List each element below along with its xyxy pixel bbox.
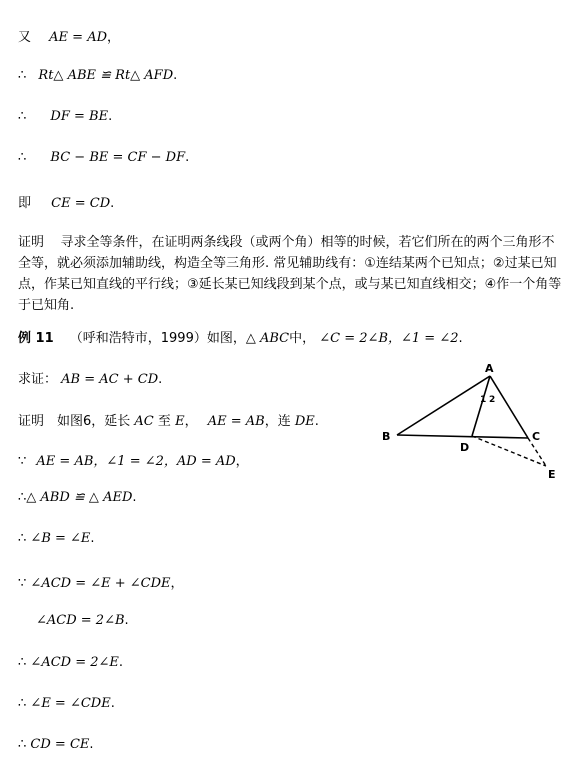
line-3-prefix: ∴ bbox=[18, 109, 27, 124]
label-a: A bbox=[485, 362, 494, 375]
proof-e: E bbox=[175, 414, 185, 429]
step-4-expr: ∠ACD = ∠E + ∠CDE bbox=[30, 576, 171, 591]
step-4-prefix: ∵ bbox=[18, 576, 27, 591]
line-1 bbox=[18, 26, 120, 45]
example-end: . bbox=[458, 331, 463, 346]
proof-step-8 bbox=[18, 737, 94, 752]
label-angle-2: 2 bbox=[489, 395, 496, 405]
label-d: D bbox=[460, 441, 470, 454]
label-b: B bbox=[382, 430, 391, 443]
to-prove-suffix: . bbox=[158, 372, 163, 387]
example-condition: ∠C = 2∠B，∠1 = ∠2 bbox=[319, 331, 459, 346]
label-c: C bbox=[532, 430, 541, 443]
example-mid: 中， bbox=[289, 331, 316, 346]
step-6-prefix: ∴ bbox=[18, 655, 27, 670]
to-prove-label: 求证： bbox=[18, 372, 58, 387]
step-7-prefix: ∴ bbox=[18, 696, 27, 711]
step-6-suffix: . bbox=[118, 655, 124, 670]
proof-step-7 bbox=[18, 696, 115, 711]
line-5-suffix: . bbox=[110, 196, 115, 211]
proof-to: 至 bbox=[157, 414, 171, 429]
step-2-suffix: . bbox=[132, 490, 137, 505]
step-2-prefix: ∴ bbox=[18, 490, 27, 505]
line-4-expr: BC − BE = CF − DF bbox=[50, 150, 186, 165]
proof-lian: ，连 bbox=[264, 414, 291, 429]
step-8-expr: CD = CE bbox=[30, 737, 90, 752]
line-1-expr: AE = AD bbox=[49, 30, 108, 45]
line-2-suffix: . bbox=[173, 68, 178, 83]
example-heading bbox=[18, 327, 463, 346]
line-4-suffix: . bbox=[185, 150, 190, 165]
to-prove bbox=[18, 368, 162, 387]
line-4 bbox=[18, 150, 189, 165]
geometry-figure bbox=[370, 360, 570, 490]
method-note-label: 证明 bbox=[18, 235, 45, 250]
line-1-prefix: 又 bbox=[18, 30, 32, 45]
proof-step-4 bbox=[18, 572, 184, 591]
line-5-prefix: 即 bbox=[18, 196, 32, 211]
proof-dot: . bbox=[314, 414, 319, 429]
label-e: E bbox=[548, 468, 556, 481]
line-5-expr: CE = CD bbox=[51, 196, 111, 211]
step-1-expr: AE = AB，∠1 = ∠2，AD = AD bbox=[36, 454, 236, 469]
step-5-expr: ∠ACD = 2∠B bbox=[36, 613, 125, 628]
to-prove-expr: AB = AC + CD bbox=[61, 372, 159, 387]
line-3-suffix: . bbox=[108, 109, 113, 124]
line-1-suffix: ， bbox=[107, 30, 121, 45]
example-source: （呼和浩特市，1999）如图， bbox=[69, 331, 246, 346]
example-triangle: △ ABC bbox=[245, 331, 290, 346]
line-3-expr: DF = BE bbox=[50, 109, 109, 124]
proof-intro bbox=[18, 410, 319, 429]
proof-step-3 bbox=[18, 531, 95, 546]
label-angle-1: 1 bbox=[480, 395, 487, 405]
line-4-prefix: ∴ bbox=[18, 150, 27, 165]
example-label: 例 11 bbox=[18, 331, 54, 346]
line-2-prefix: ∴ bbox=[18, 68, 27, 83]
proof-ae: AE = AB bbox=[207, 414, 265, 429]
step-6-expr: ∠ACD = 2∠E bbox=[30, 655, 119, 670]
step-4-suffix: ， bbox=[170, 576, 184, 591]
step-8-prefix: ∴ bbox=[18, 737, 27, 752]
line-5 bbox=[18, 192, 114, 211]
proof-step-5 bbox=[36, 613, 129, 628]
step-1-prefix: ∵ bbox=[18, 454, 27, 469]
step-3-expr: ∠B = ∠E bbox=[30, 531, 91, 546]
line-2 bbox=[18, 68, 177, 83]
step-3-suffix: . bbox=[90, 531, 95, 546]
step-2-expr: △ ABD ≌ △ AED bbox=[26, 490, 133, 505]
proof-step-2 bbox=[18, 490, 137, 505]
proof-de: DE bbox=[294, 414, 315, 429]
proof-intro-text: 证明 如图6，延长 bbox=[18, 414, 131, 429]
proof-comma: ， bbox=[184, 414, 198, 429]
method-note-text: 寻求全等条件，在证明两条线段（或两个角）相等的时候，若它们所在的两个三角形不全等，就必须添加辅助线，构造全等三角形. 常见辅助线有：①连结某两个已知点；②过某已知点，作某已知直线的平行线；③延长某已知线段到某个点，或与某已知直线相交；④作一个角等于已知角. bbox=[18, 235, 562, 313]
step-7-expr: ∠E = ∠CDE bbox=[30, 696, 111, 711]
proof-step-1 bbox=[18, 450, 249, 469]
method-note bbox=[18, 232, 563, 316]
proof-ac: AC bbox=[134, 414, 154, 429]
step-8-suffix: . bbox=[89, 737, 94, 752]
step-7-suffix: . bbox=[110, 696, 115, 711]
step-1-suffix: ， bbox=[235, 454, 249, 469]
segment-ac bbox=[490, 376, 528, 438]
line-3 bbox=[18, 109, 112, 124]
proof-step-6 bbox=[18, 655, 123, 670]
line-2-expr: Rt△ ABE ≌ Rt△ AFD bbox=[38, 68, 174, 83]
step-5-suffix: . bbox=[124, 613, 129, 628]
segment-bc bbox=[397, 435, 528, 438]
segment-ab bbox=[397, 376, 490, 435]
step-3-prefix: ∴ bbox=[18, 531, 27, 546]
